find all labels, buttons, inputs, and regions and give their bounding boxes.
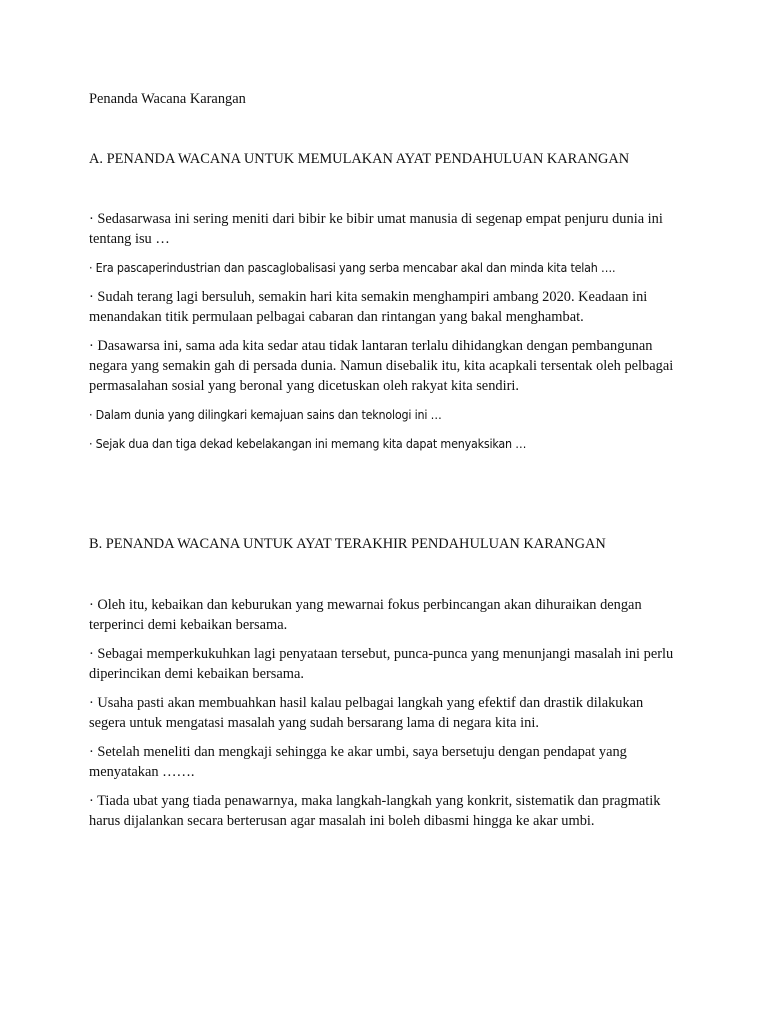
list-item: · Era pascaperindustrian dan pascaglobalisasi yang serba mencabar akal dan minda kita telah ….	[89, 260, 616, 275]
list-item: · Setelah meneliti dan mengkaji sehingga ke akar umbi, saya bersetuju dengan pendapat yang menyatakan …….	[89, 744, 627, 780]
list-item: · Sejak dua dan tiga dekad kebelakangan ini memang kita dapat menyaksikan …	[89, 436, 527, 451]
section-b-list	[89, 595, 679, 840]
list-item: · Oleh itu, kebaikan dan keburukan yang mewarnai fokus perbincangan akan dihuraikan dengan terperinci demi kebaikan bersama.	[89, 597, 642, 633]
list-item: · Usaha pasti akan membuahkan hasil kalau pelbagai langkah yang efektif dan drastik dilakukan segera untuk mengatasi masalah yang sudah bersarang lama di negara kita ini.	[89, 695, 644, 731]
list-item: · Sudah terang lagi bersuluh, semakin hari kita semakin menghampiri ambang 2020. Keadaan ini menandakan titik permulaan pelbagai cabaran dan rintangan yang bakal menghambat.	[89, 289, 648, 325]
document-title: Penanda Wacana Karangan	[89, 91, 246, 107]
list-item: · Dasawarsa ini, sama ada kita sedar atau tidak lantaran terlalu dihidangkan dengan pembangunan negara yang semakin gah di persada dunia. Namun disebalik itu, kita acapkali tersentak oleh pelbagai permasalahan sosial yang beronal yang dicetuskan oleh rakyat kita sendiri.	[89, 338, 674, 394]
section-b-heading: B. PENANDA WACANA UNTUK AYAT TERAKHIR PENDAHULUAN KARANGAN	[89, 536, 606, 552]
section-a-heading: A. PENANDA WACANA UNTUK MEMULAKAN AYAT PENDAHULUAN KARANGAN	[89, 151, 630, 167]
list-item: · Dalam dunia yang dilingkari kemajuan sains dan teknologi ini …	[89, 407, 442, 422]
list-item: · Sebagai memperkukuhkan lagi penyataan tersebut, punca-punca yang menunjangi masalah ini perlu diperincikan demi kebaikan bersama.	[89, 646, 674, 682]
section-a-list	[89, 209, 679, 463]
list-item: · Tiada ubat yang tiada penawarnya, maka langkah-langkah yang konkrit, sistematik dan pragmatik harus dijalankan secara berterusan agar masalah ini boleh dibasmi hingga ke akar umbi.	[89, 793, 661, 829]
list-item: · Sedasarwasa ini sering meniti dari bibir ke bibir umat manusia di segenap empat penjuru dunia ini tentang isu …	[89, 211, 663, 247]
